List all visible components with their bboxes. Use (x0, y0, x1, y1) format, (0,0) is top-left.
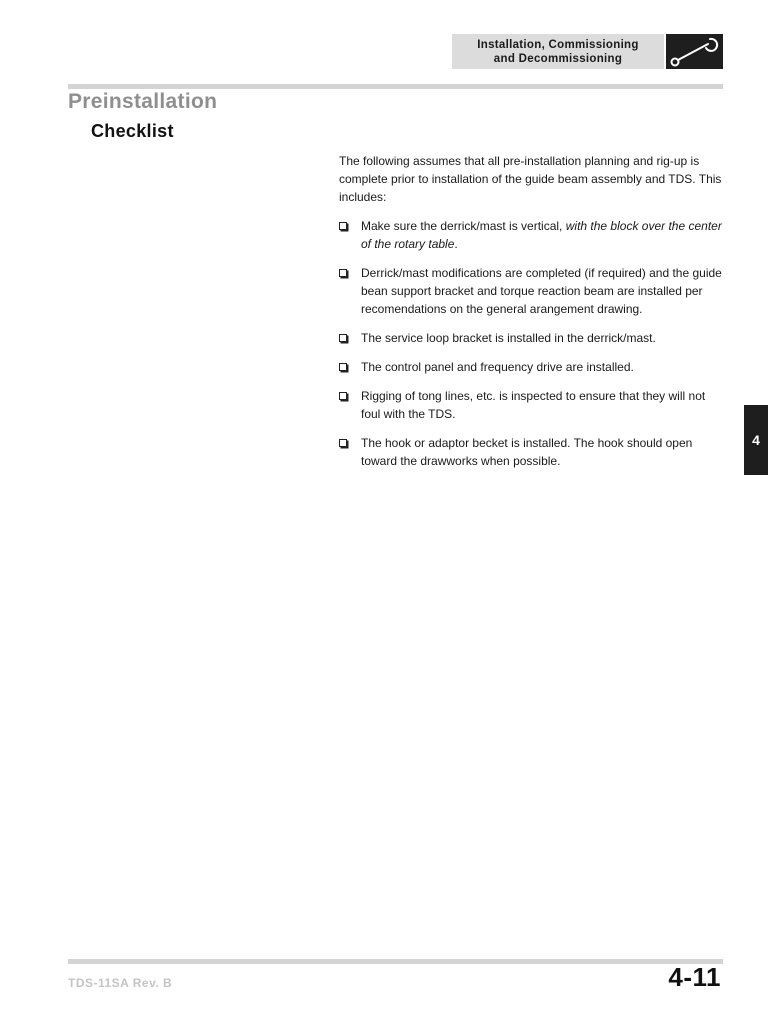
header-rule (68, 84, 723, 89)
checkbox-icon (339, 439, 347, 447)
checklist-item-text: Make sure the derrick/mast is vertical, with the block over the center of the rotary table. (361, 219, 722, 251)
checklist-item (339, 434, 723, 470)
section-subtitle: Checklist (91, 121, 174, 141)
checkbox-icon (339, 363, 347, 371)
wrench-icon (666, 34, 723, 69)
checklist-item-text: The hook or adaptor becket is installed. The hook should open toward the drawworks when possible. (361, 436, 693, 468)
checklist-item (339, 264, 723, 318)
checklist-item-text: Rigging of tong lines, etc. is inspected to ensure that they will not foul with the TDS. (361, 389, 706, 421)
checklist-item-text: Derrick/mast modifications are completed (if required) and the guide bean support bracket and torque reaction beam are installed per recomendations on the general arangement drawing. (361, 266, 722, 316)
checklist-item (339, 329, 723, 347)
document-id: TDS-11SA Rev. B (68, 976, 173, 990)
checklist-item (339, 387, 723, 423)
checklist-item-text: The control panel and frequency drive are installed. (361, 360, 634, 374)
checkbox-icon (339, 269, 347, 277)
checkbox-icon (339, 392, 347, 400)
checklist (339, 217, 723, 470)
checklist-item (339, 217, 723, 253)
checklist-item (339, 358, 723, 376)
section-header-line2: and Decommissioning (493, 52, 623, 65)
checkbox-icon (339, 334, 347, 342)
section-header-line1: Installation, Commissioning (477, 38, 639, 51)
page-title: Preinstallation (68, 90, 218, 113)
intro-paragraph: The following assumes that all pre-installation planning and rig-up is complete prior to installation of the guide beam assembly and TDS. This includes: (339, 154, 722, 204)
section-header (452, 34, 664, 69)
chapter-tab: 4 (744, 405, 768, 475)
checklist-item-text: The service loop bracket is installed in the derrick/mast. (361, 331, 656, 345)
checklist-body (339, 152, 723, 481)
footer-rule (68, 959, 723, 964)
page-number: 4-11 (668, 962, 721, 992)
checkbox-icon (339, 222, 347, 230)
